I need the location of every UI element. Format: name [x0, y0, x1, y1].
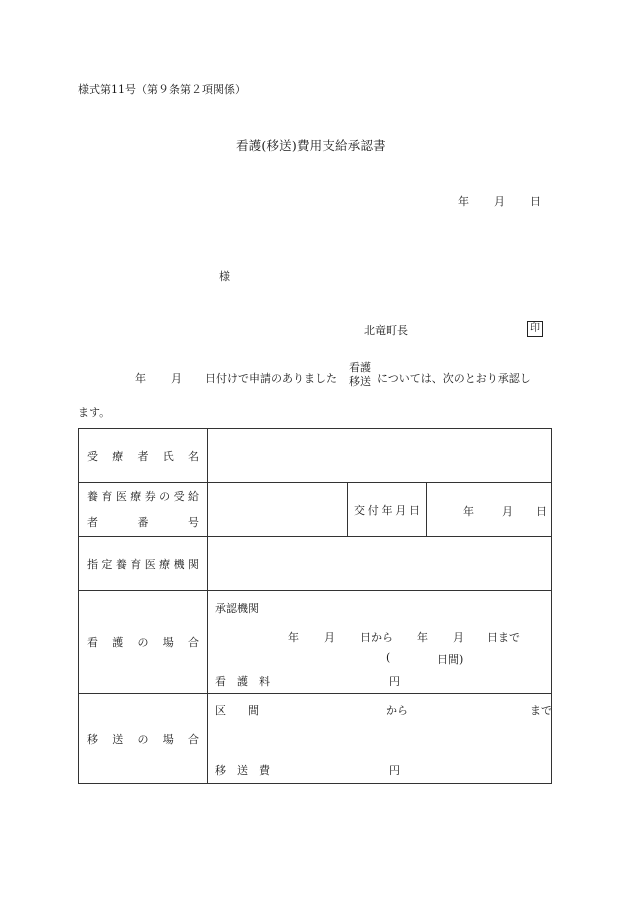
certificate-number-label — [79, 483, 208, 537]
transport-from: から — [386, 704, 408, 717]
form-number: 様式第11号（第９条第２項関係） — [78, 83, 246, 96]
approval-table — [78, 428, 552, 784]
date-year: 年 — [458, 195, 469, 208]
certificate-label-line1: 養育医療券の受給 — [87, 489, 199, 503]
transport-label: 移送の場合 — [79, 694, 208, 784]
nursing-from-suffix: 日から — [360, 631, 393, 644]
nursing-label: 看護の場合 — [79, 591, 208, 694]
nursing-to-month: 月 — [453, 631, 464, 644]
nursing-period-label: 承認機関 — [215, 602, 259, 615]
nursing-field[interactable] — [208, 591, 552, 694]
patient-name-label: 受療者氏名 — [79, 429, 208, 483]
issue-year: 年 — [463, 505, 474, 518]
body-month: 月 — [171, 372, 182, 385]
nursing-days-close: 日間) — [437, 653, 464, 666]
transport-section-label: 区 間 — [215, 704, 259, 717]
nursing-to-suffix: 日まで — [487, 631, 520, 644]
stack-top: 看護 — [349, 361, 371, 374]
institution-field[interactable] — [208, 537, 552, 591]
certificate-label-line2: 者 番 号 — [87, 515, 199, 529]
issue-date-label: 交付年月日 — [348, 483, 427, 537]
transport-fee-label: 移 送 費 — [215, 764, 270, 777]
stack-bottom: 移送 — [349, 375, 371, 388]
transport-fee-unit: 円 — [389, 764, 400, 777]
table-row — [79, 429, 552, 483]
table-row — [79, 483, 552, 537]
transport-to: まで — [530, 704, 552, 717]
institution-label: 指定養育医療機関 — [79, 537, 208, 591]
nursing-fee-label: 看 護 料 — [215, 675, 270, 688]
date-day: 日 — [530, 195, 541, 208]
body-text-2: については、次のとおり承認し — [377, 372, 531, 385]
body-year: 年 — [135, 372, 146, 385]
nursing-days-open: ( — [386, 651, 391, 664]
nursing-from-month: 月 — [324, 631, 335, 644]
document-title: 看護(移送)費用支給承認書 — [236, 138, 386, 153]
issuer-name: 北竜町長 — [364, 324, 408, 337]
patient-name-field[interactable] — [208, 429, 552, 483]
transport-field[interactable] — [208, 694, 552, 784]
nursing-fee-unit: 円 — [389, 675, 400, 688]
body-stacked-choice — [349, 361, 371, 389]
issue-month: 月 — [502, 505, 513, 518]
table-row — [79, 591, 552, 694]
body-continuation: ます。 — [78, 406, 111, 419]
table-row — [79, 694, 552, 784]
issue-day: 日 — [536, 505, 547, 518]
issue-date-field[interactable] — [427, 483, 552, 537]
addressee-suffix: 様 — [219, 270, 230, 283]
date-month: 月 — [494, 195, 505, 208]
seal-mark: 印 — [527, 321, 543, 337]
table-row — [79, 537, 552, 591]
body-text-1: 日付けで申請のありました — [205, 372, 337, 385]
certificate-number-field[interactable] — [208, 483, 348, 537]
nursing-to-year: 年 — [417, 631, 428, 644]
nursing-from-year: 年 — [288, 631, 299, 644]
